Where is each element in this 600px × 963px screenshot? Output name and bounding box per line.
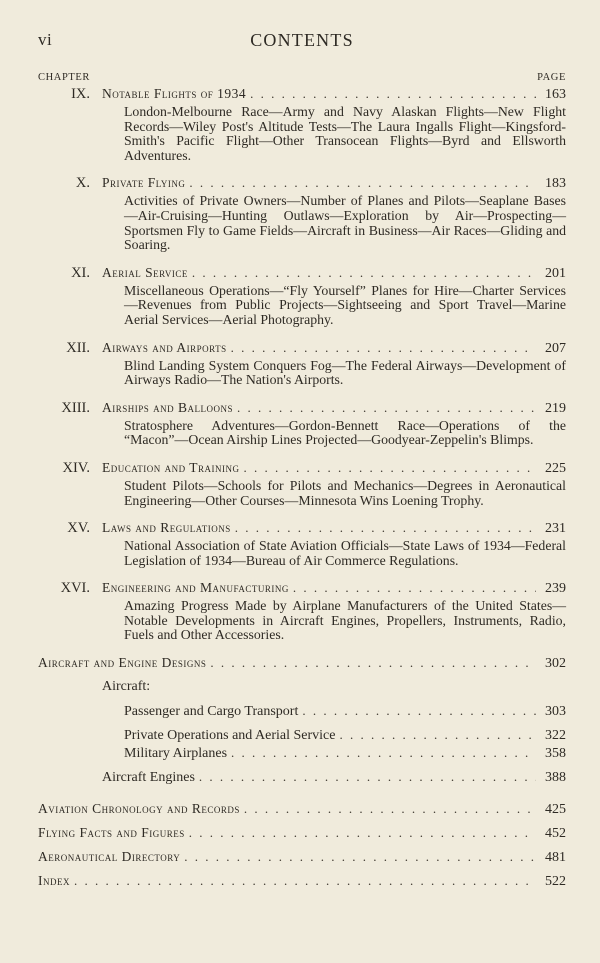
subsection-title: Aircraft Engines <box>102 770 195 786</box>
contents-list <box>38 86 566 897</box>
page-number: 522 <box>545 874 566 890</box>
dot-leader <box>231 745 536 761</box>
designs-entry[interactable] <box>38 655 566 679</box>
chapter-column-heading: CHAPTER <box>38 72 91 83</box>
chapter-title: Education and Training <box>102 459 240 475</box>
page-number: 225 <box>545 460 566 476</box>
dot-leader <box>189 825 536 841</box>
chapter-description: London-Melbourne Race—Army and Navy Alaskan Flights—New Flight Records—Wiley Post's Altitude Tests—The Laura Ingalls Flight—Kingsford-Smith's Pacific Flight—Other Transocean Flights—Byrd and Ellsworth Adventures. <box>124 104 566 163</box>
page-number: 303 <box>545 704 566 720</box>
page-column-heading: PAGE <box>537 72 566 83</box>
back-matter-entry[interactable] <box>38 873 566 897</box>
dot-leader <box>199 769 536 785</box>
running-title: CONTENTS <box>250 30 354 50</box>
chapter-title: Notable Flights of 1934 <box>102 86 247 101</box>
dot-leader <box>244 460 537 476</box>
section-title: Flying Facts and Figures <box>38 825 185 841</box>
engines-entry[interactable] <box>38 769 566 793</box>
page-number: 425 <box>545 802 566 818</box>
chapter-description: Blind Landing System Conquers Fog—The Federal Airways—Development of Airways Radio—The Nation's Airports. <box>124 357 566 388</box>
page-number: 239 <box>545 581 566 597</box>
subsection-title: Passenger and Cargo Transport <box>124 704 299 720</box>
aircraft-item[interactable] <box>38 745 566 769</box>
chapter-numeral: XV. <box>67 520 90 537</box>
page-number: 452 <box>545 826 566 842</box>
chapter-title: Airways and Airports <box>102 339 227 355</box>
dot-leader <box>293 580 536 596</box>
dot-leader <box>210 655 536 671</box>
dot-leader <box>237 400 536 416</box>
dot-leader <box>231 340 536 356</box>
chapter-entry[interactable] <box>38 580 566 643</box>
chapter-entry[interactable] <box>38 520 566 568</box>
chapter-numeral: XI. <box>71 264 90 281</box>
page-folio: vi <box>38 30 53 49</box>
back-matter-entry[interactable] <box>38 849 566 873</box>
section-title: Index <box>38 873 70 889</box>
page-number: 183 <box>545 176 566 192</box>
chapter-description: Activities of Private Owners—Number of Planes and Pilots—Seaplane Bases—Air-Cruising—Hunting Outlaws—Exploration by Air—Prospecting—Sportsmen Fly to Game Fields—Aircraft in Business—Air Races—Gliding and Soaring. <box>124 193 566 253</box>
column-headings <box>38 72 566 86</box>
page-number: 207 <box>545 340 566 356</box>
page-number: 322 <box>545 728 566 744</box>
subsection-title: Military Airplanes <box>124 746 228 762</box>
chapter-entry[interactable] <box>38 400 566 448</box>
chapter-title: Laws and Regulations <box>102 520 231 536</box>
dot-leader <box>244 801 536 817</box>
chapter-numeral: XII. <box>66 339 90 356</box>
chapter-numeral: XVI. <box>60 580 90 597</box>
dot-leader <box>192 265 536 281</box>
chapter-entry[interactable] <box>38 86 566 163</box>
chapter-numeral: XIII. <box>61 399 90 416</box>
page-number: 231 <box>545 521 566 537</box>
section-title: Aircraft and Engine Designs <box>38 655 207 671</box>
chapter-description: Stratosphere Adventures—Gordon-Bennett Race—Operations of the “Macon”—Ocean Airship Lines Projected—Goodyear-Zeppelin's Blimps. <box>124 417 566 448</box>
page-number: 481 <box>545 850 566 866</box>
back-matter-entry[interactable] <box>38 801 566 825</box>
subsection-title: Private Operations and Aerial Service <box>124 728 336 744</box>
page-number: 163 <box>545 87 566 102</box>
chapter-entry[interactable] <box>38 265 566 328</box>
aircraft-label <box>38 679 566 703</box>
dot-leader <box>250 86 536 102</box>
chapter-description: Miscellaneous Operations—“Fly Yourself” Planes for Hire—Charter Services—Revenues from Public Projects—Sightseeing and Sport Travel—Marine Aerial Services—Aerial Photography. <box>124 282 566 327</box>
dot-leader <box>302 703 536 719</box>
chapter-description: Amazing Progress Made by Airplane Manufacturers of the United States—Notable Developments in Aircraft Engines, Propellers, Instruments, Radio, Fuels and Other Accessories. <box>124 598 566 643</box>
page-header <box>38 30 566 52</box>
page-number: 219 <box>545 400 566 416</box>
section-title: Aeronautical Directory <box>38 849 181 865</box>
subsection-label: Aircraft: <box>102 679 151 695</box>
chapter-entry[interactable] <box>38 460 566 508</box>
aircraft-item[interactable] <box>38 703 566 727</box>
aircraft-item[interactable] <box>38 727 566 745</box>
chapter-title: Private Flying <box>102 175 186 191</box>
chapter-title: Engineering and Manufacturing <box>102 580 289 596</box>
chapter-numeral: XIV. <box>62 459 90 476</box>
chapter-title: Airships and Balloons <box>102 399 234 415</box>
dot-leader <box>235 520 536 536</box>
chapter-numeral: IX. <box>71 86 90 102</box>
chapter-entry[interactable] <box>38 340 566 388</box>
page-number: 358 <box>545 746 566 762</box>
dot-leader <box>184 849 536 865</box>
page-number: 201 <box>545 265 566 281</box>
dot-leader <box>189 175 536 191</box>
section-title: Aviation Chronology and Records <box>38 801 240 817</box>
back-matter-entry[interactable] <box>38 825 566 849</box>
chapter-entry[interactable] <box>38 175 566 252</box>
chapter-description: National Association of State Aviation Officials—State Laws of 1934—Federal Legislation of 1934—Bureau of Air Commerce Regulations. <box>124 538 566 568</box>
page-number: 302 <box>545 656 566 672</box>
page-number: 388 <box>545 770 566 786</box>
dot-leader <box>74 873 536 889</box>
dot-leader <box>339 727 536 743</box>
chapter-description: Student Pilots—Schools for Pilots and Mechanics—Degrees in Aeronautical Engineering—Other Courses—Minnesota Wins Loening Trophy. <box>124 477 566 508</box>
chapter-numeral: X. <box>75 175 90 192</box>
chapter-title: Aerial Service <box>102 264 188 280</box>
